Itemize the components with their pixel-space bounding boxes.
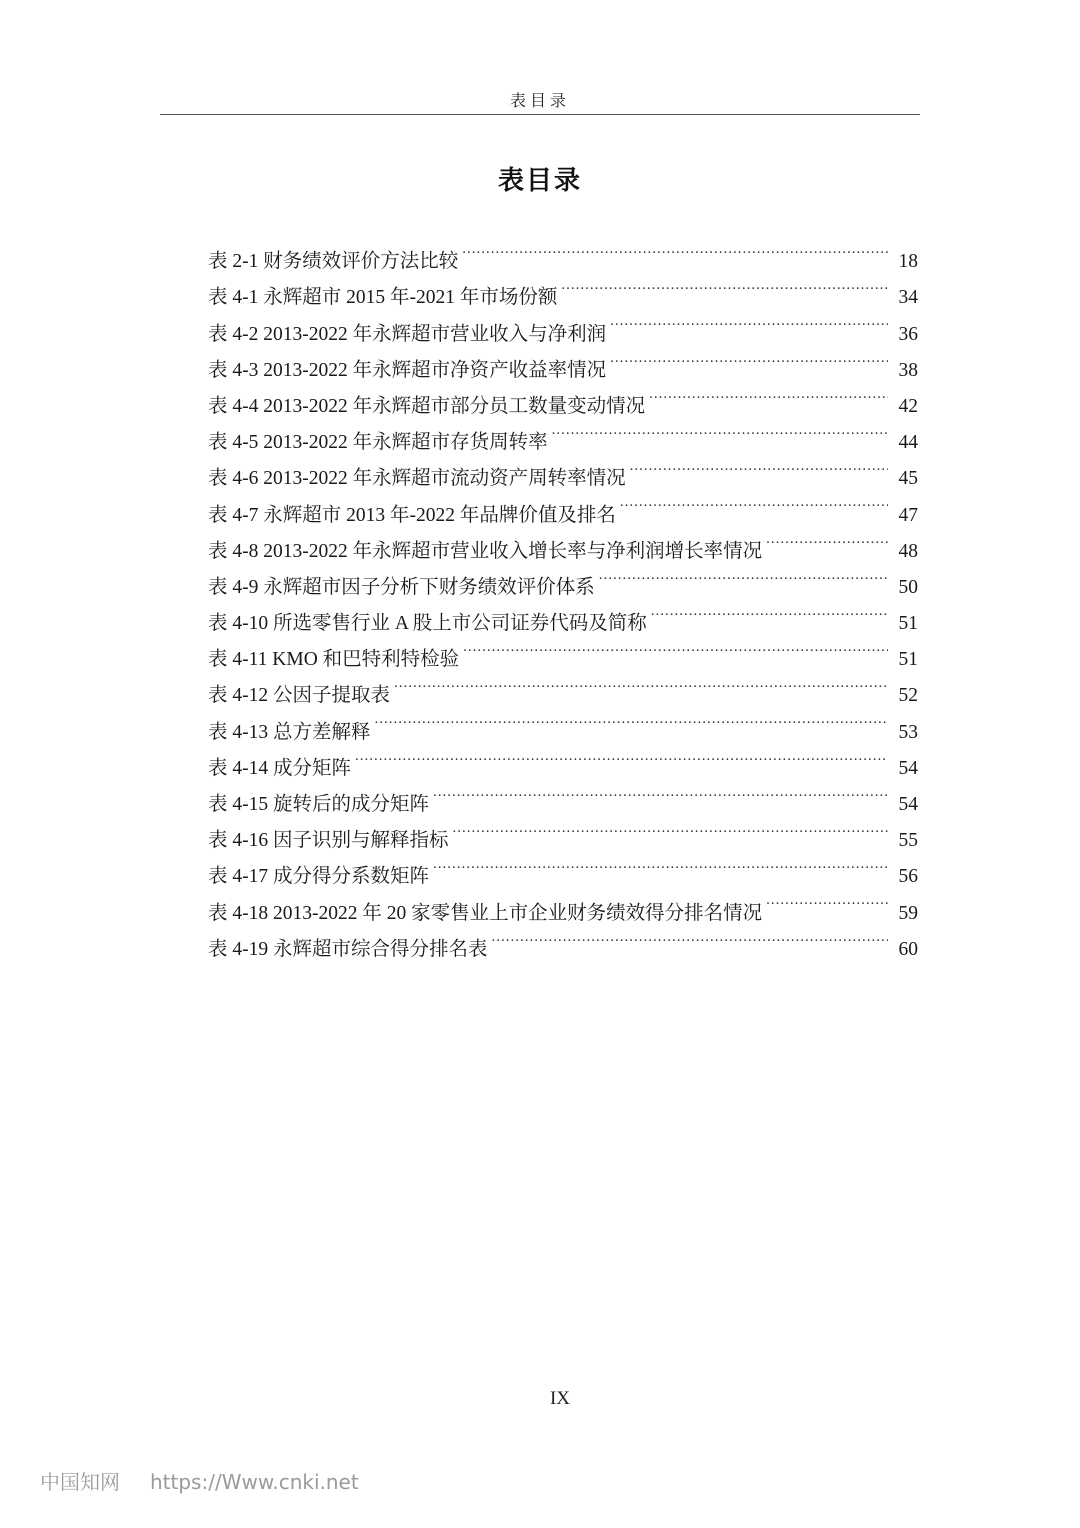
toc-entry-page: 36: [898, 323, 918, 345]
toc-entry-page: 45: [898, 468, 918, 490]
toc-entry-label: 表 4-17 成分得分系数矩阵: [208, 866, 429, 888]
header-divider: [160, 114, 920, 115]
dot-leader: [766, 521, 888, 557]
toc-entry-label: 表 4-19 永辉超市综合得分排名表: [208, 938, 488, 960]
dot-leader: [552, 412, 888, 448]
dot-leader: [620, 484, 888, 520]
toc-entry-page: 47: [898, 504, 918, 526]
dot-leader: [433, 774, 888, 810]
toc-entry-label: 表 4-13 总方差解释: [208, 721, 371, 743]
toc-entry[interactable]: [208, 231, 918, 273]
dot-leader: [433, 846, 888, 882]
toc-entry-page: 54: [898, 757, 918, 779]
toc-entry-label: 表 4-7 永辉超市 2013 年-2022 年品牌价值及排名: [208, 504, 616, 526]
toc-entry-page: 54: [898, 794, 918, 815]
toc-entry-page: 18: [898, 251, 918, 273]
dot-leader: [463, 629, 888, 665]
toc-entry-label: 表 4-11 KMO 和巴特利特检验: [208, 649, 460, 671]
dot-leader: [492, 919, 889, 955]
toc-entry-label: 表 4-18 2013-2022 年 20 家零售业上市企业财务绩效得分排名情况: [208, 902, 763, 924]
toc-entry-label: 表 2-1 财务绩效评价方法比较: [208, 251, 459, 273]
running-header: 表目录: [509, 93, 570, 110]
dot-leader: [610, 340, 888, 376]
toc-entry-page: 34: [898, 287, 918, 309]
toc-entry-label: 表 4-10 所选零售行业 A 股上市公司证券代码及简称: [208, 613, 647, 635]
dot-leader: [630, 448, 888, 484]
toc-entry-page: 56: [898, 866, 918, 888]
dot-leader: [599, 557, 888, 593]
dot-leader: [375, 701, 889, 737]
toc-entry-page: 50: [898, 576, 918, 598]
dot-leader: [561, 267, 888, 303]
page-title: 表目录: [497, 166, 582, 196]
dot-leader: [766, 882, 888, 918]
toc-entry-page: 48: [898, 540, 918, 562]
page-number: IX: [549, 1388, 571, 1409]
table-of-contents-list: [208, 231, 918, 960]
toc-entry-label: 表 4-2 2013-2022 年永辉超市营业收入与净利润: [208, 323, 607, 345]
toc-entry-page: 42: [898, 395, 918, 417]
dot-leader: [394, 665, 888, 701]
toc-entry-page: 44: [898, 432, 918, 454]
toc-entry-page: 53: [898, 721, 918, 743]
toc-entry-label: 表 4-9 永辉超市因子分析下财务绩效评价体系: [208, 576, 595, 598]
toc-entry-page: 51: [898, 649, 918, 671]
toc-entry-page: 38: [898, 359, 918, 381]
toc-entry-label: 表 4-14 成分矩阵: [208, 757, 351, 779]
dot-leader: [610, 303, 888, 339]
toc-entry-page: 51: [898, 613, 918, 635]
toc-entry-page: 55: [898, 830, 918, 852]
toc-entry-label: 表 4-16 因子识别与解释指标: [208, 830, 449, 852]
toc-entry-page: 52: [898, 685, 918, 707]
toc-entry-page: 60: [898, 938, 918, 960]
toc-entry-label: 表 4-12 公因子提取表: [208, 685, 390, 707]
dot-leader: [651, 593, 888, 629]
toc-entry-label: 表 4-6 2013-2022 年永辉超市流动资产周转率情况: [208, 468, 626, 490]
dot-leader: [453, 810, 889, 846]
toc-entry-label: 表 4-5 2013-2022 年永辉超市存货周转率: [208, 432, 548, 454]
toc-entry-label: 表 4-8 2013-2022 年永辉超市营业收入增长率与净利润增长率情况: [208, 540, 763, 562]
dot-leader: [462, 231, 888, 267]
toc-entry-label: 表 4-15 旋转后的成分矩阵: [208, 794, 429, 815]
toc-entry-label: 表 4-4 2013-2022 年永辉超市部分员工数量变动情况: [208, 395, 646, 417]
toc-entry-label: 表 4-1 永辉超市 2015 年-2021 年市场份额: [208, 287, 558, 309]
watermark-url: https://Www.cnki.net: [150, 1470, 359, 1494]
toc-entry-page: 59: [898, 902, 918, 924]
dot-leader: [649, 376, 888, 412]
dot-leader: [355, 738, 888, 774]
toc-entry-label: 表 4-3 2013-2022 年永辉超市净资产收益率情况: [208, 359, 607, 381]
watermark: [40, 1466, 359, 1495]
watermark-brand: 中国知网: [40, 1470, 120, 1494]
